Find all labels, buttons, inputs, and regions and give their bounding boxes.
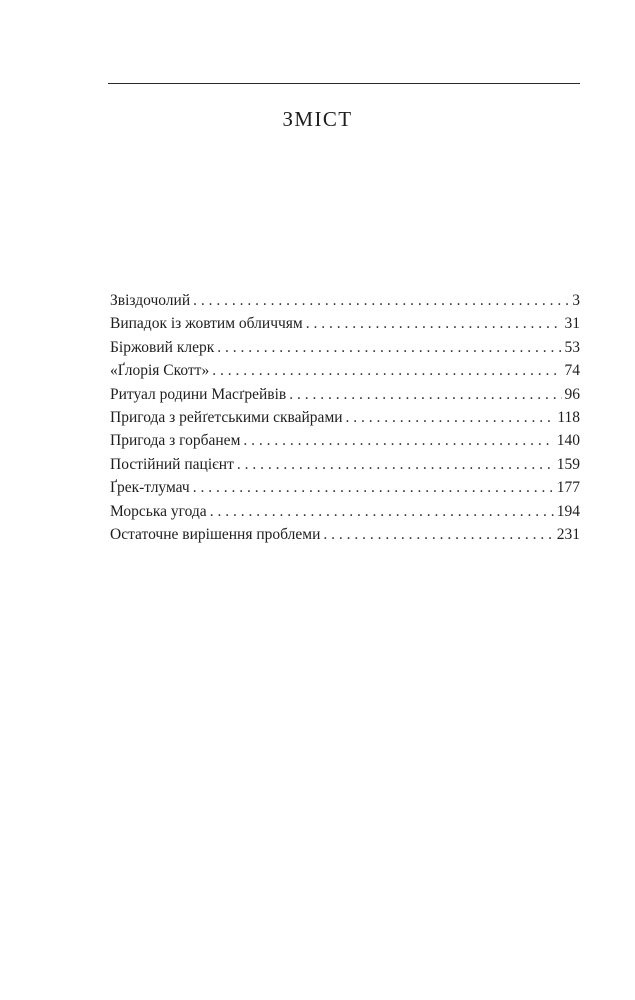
toc-entry-title: Пригода з рейґетськими сквайрами <box>110 408 343 426</box>
toc-entry-title: Ритуал родини Масґрейвів <box>110 385 287 403</box>
toc-entry-title: Постійний пацієнт <box>110 455 234 473</box>
toc-entry-title: Пригода з горбанем <box>110 432 241 450</box>
toc-entry-title: Біржовий клерк <box>110 338 215 356</box>
toc-entry <box>110 500 580 523</box>
contents-heading: ЗМІСТ <box>282 107 353 131</box>
toc-leader-dots <box>306 312 562 335</box>
table-of-contents <box>110 289 580 546</box>
toc-leader-dots <box>210 500 554 523</box>
toc-entry-title: Остаточне вирішення проблеми <box>110 525 321 543</box>
toc-entry-page: 194 <box>556 502 580 520</box>
toc-entry-title: «Ґлорія Скотт» <box>110 362 210 380</box>
toc-leader-dots <box>243 429 553 452</box>
toc-entry-page: 31 <box>564 315 580 333</box>
toc-leader-dots <box>193 289 569 312</box>
toc-entry-page: 159 <box>556 455 580 473</box>
toc-entry-page: 3 <box>572 292 580 309</box>
toc-leader-dots <box>237 453 554 476</box>
toc-entry-page: 96 <box>564 385 580 403</box>
toc-entry <box>110 429 580 452</box>
toc-entry <box>110 476 580 499</box>
toc-entry-page: 74 <box>564 362 580 380</box>
toc-entry-page: 231 <box>556 525 580 543</box>
toc-leader-dots <box>193 476 554 499</box>
toc-entry-title: Морська угода <box>110 502 207 520</box>
toc-entry-title: Ґрек-тлумач <box>110 479 190 497</box>
toc-entry <box>110 336 580 359</box>
toc-entry-page: 140 <box>556 432 580 450</box>
toc-entry <box>110 289 580 312</box>
toc-entry <box>110 406 580 429</box>
toc-leader-dots <box>323 523 553 546</box>
top-rule <box>108 83 580 84</box>
toc-leader-dots <box>217 336 561 359</box>
toc-leader-dots <box>289 383 561 406</box>
toc-entry <box>110 359 580 382</box>
toc-leader-dots <box>212 359 561 382</box>
toc-entry <box>110 312 580 335</box>
toc-entry <box>110 453 580 476</box>
toc-entry-title: Випадок із жовтим обличчям <box>110 315 303 333</box>
toc-entry-page: 118 <box>557 408 580 426</box>
toc-entry <box>110 383 580 406</box>
toc-leader-dots <box>346 406 555 429</box>
toc-entry <box>110 523 580 546</box>
toc-entry-title: Звіздочолий <box>110 292 191 309</box>
toc-entry-page: 177 <box>556 479 580 497</box>
toc-entry-page: 53 <box>564 338 580 356</box>
